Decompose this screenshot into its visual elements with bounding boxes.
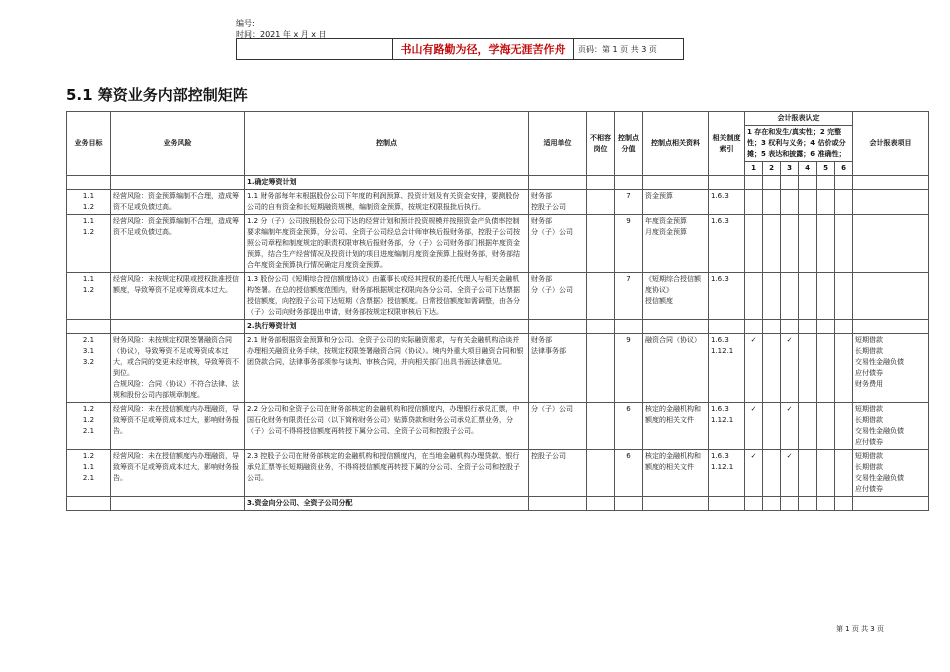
risk-cell: 财务风险：未按规定权限签署融资合同（协议），导致筹资不足或筹资成本过大，或合同的变更未经审核，导致筹资不到位。 合规风险：合同（协议）不符合法律、法规和股份公司内部规章制度。	[111, 334, 245, 403]
score-cell: 7	[615, 273, 643, 320]
items-cell: 短期借款 长期借款 交易性金融负债 应付债券	[853, 450, 929, 497]
assertion-num: 3	[781, 162, 799, 176]
table-row	[67, 450, 929, 497]
incompatible-cell	[587, 334, 615, 403]
docs-cell: 年度资金预算 月度资金预算	[643, 215, 709, 273]
assertion-num: 6	[835, 162, 853, 176]
check-mark	[763, 403, 781, 450]
header-assertion-desc: 1 存在和发生/真实性；2 完整性；3 权利与义务；4 估价或分摊；5 表达和披露；6 准确性；	[745, 126, 853, 162]
motto: 书山有路勤为径，学海无涯苦作舟	[393, 39, 574, 59]
header-blank-cell	[237, 39, 393, 59]
goal-cell: 1.2 1.2 2.1	[67, 403, 111, 450]
blank-cell	[111, 497, 245, 511]
table-row	[67, 334, 929, 403]
score-cell: 6	[615, 403, 643, 450]
unit-cell: 分（子）公司	[529, 403, 587, 450]
check-mark	[817, 215, 835, 273]
header-control: 控制点	[245, 112, 529, 176]
risk-cell: 经营风险：未在授信额度内办理融资，导致筹资不足或筹资成本过大，影响财务报告。	[111, 450, 245, 497]
check-mark	[835, 403, 853, 450]
document-header	[236, 18, 327, 40]
goal-cell: 1.1 1.2	[67, 273, 111, 320]
blank-cell	[67, 176, 111, 190]
header-risk: 业务风险	[111, 112, 245, 176]
check-mark	[835, 215, 853, 273]
risk-cell: 经营风险：未在授信额度内办理融资，导致筹资不足或筹资成本过大，影响财务报告。	[111, 403, 245, 450]
control-matrix-table	[66, 111, 929, 511]
control-cell: 2.2 分公司和全资子公司在财务部核定的金融机构和授信额度内，办理银行承兑汇票，中国石化财务有限责任公司（以下简称财务公司）贴算贷款和财务公司承兑汇票业务，分（子）公司不得将授信额度再转授下属分公司、全资子公司和控股子公司。	[245, 403, 529, 450]
check-mark	[799, 273, 817, 320]
incompatible-cell	[587, 190, 615, 215]
check-mark	[817, 190, 835, 215]
check-mark: ✓	[745, 450, 763, 497]
check-mark	[781, 273, 799, 320]
risk-cell: 经营风险：资金预算编制不合理，造成筹资不足或负债过高。	[111, 190, 245, 215]
index-cell: 1.6.3 1.12.1	[709, 450, 745, 497]
incompatible-cell	[587, 403, 615, 450]
check-mark	[817, 450, 835, 497]
header-unit: 适用单位	[529, 112, 587, 176]
header-goal: 业务目标	[67, 112, 111, 176]
check-mark	[781, 215, 799, 273]
header-docs: 控制点相关资料	[643, 112, 709, 176]
items-cell	[853, 215, 929, 273]
page-footer: 第 1 页 共 3 页	[835, 625, 884, 633]
goal-cell: 1.2 1.1 2.1	[67, 450, 111, 497]
section-title: 1.确定筹资计划	[245, 176, 529, 190]
score-cell: 9	[615, 215, 643, 273]
check-mark: ✓	[745, 403, 763, 450]
check-mark	[799, 334, 817, 403]
check-mark	[799, 450, 817, 497]
header-index: 相关制度索引	[709, 112, 745, 176]
goal-cell: 1.1 1.2	[67, 215, 111, 273]
unit-cell: 财务部 分（子）公司	[529, 273, 587, 320]
check-mark	[763, 273, 781, 320]
check-mark	[781, 190, 799, 215]
section-row	[67, 497, 929, 511]
risk-cell: 经营风险：未按规定权限或授权批准授信额度，导致筹资不足或筹资成本过大。	[111, 273, 245, 320]
header-assertion-title: 会计报表认定	[745, 112, 853, 126]
goal-cell: 1.1 1.2	[67, 190, 111, 215]
section-row	[67, 176, 929, 190]
incompatible-cell	[587, 450, 615, 497]
check-mark	[817, 403, 835, 450]
unit-cell: 财务部 控股子公司	[529, 190, 587, 215]
assertion-num: 2	[763, 162, 781, 176]
check-mark	[745, 215, 763, 273]
header-incompatible: 不相容岗位	[587, 112, 615, 176]
header-items: 会计报表项目	[853, 112, 929, 176]
check-mark	[835, 334, 853, 403]
check-mark	[817, 334, 835, 403]
index-cell: 1.6.3	[709, 190, 745, 215]
blank-cell	[111, 320, 245, 334]
check-mark	[763, 190, 781, 215]
section-row	[67, 320, 929, 334]
control-cell: 1.1 财务部每年末根据股份公司下年度的利润预算、投资计划及有关资金安排，要测股份公司的自有资金和长短期融资规模，编制资金预算，按规定权限报批后执行。	[245, 190, 529, 215]
docs-cell: 融资合同（协议）	[643, 334, 709, 403]
control-cell: 1.2 分（子）公司按照股份公司下达的经营计划和预计投资规模并按照资金产负债率控制要求编制年度资金预算，分公司、全资子公司经总会计师审核后报财务部，控股子公司按照公司章程和制度规定的职责权限审核后报财务部，分（子）公司财务部门根据年度资金预算，结合生产经营情况及投资计划的项目进度编制月度资金预算上报财务部，财务部结合年度资金预算执行情况确定月度资金预算。	[245, 215, 529, 273]
check-mark	[799, 403, 817, 450]
docs-cell: 《短期综合授信额度协议》 授信额度	[643, 273, 709, 320]
table-row	[67, 215, 929, 273]
blank-cell	[111, 176, 245, 190]
index-cell: 1.6.3	[709, 215, 745, 273]
table-row	[67, 273, 929, 320]
check-mark	[799, 215, 817, 273]
check-mark	[799, 190, 817, 215]
table-row	[67, 403, 929, 450]
items-cell	[853, 190, 929, 215]
items-cell	[853, 273, 929, 320]
incompatible-cell	[587, 215, 615, 273]
index-cell: 1.6.3 1.12.1	[709, 403, 745, 450]
goal-cell: 2.1 3.1 3.2	[67, 334, 111, 403]
docs-cell: 核定的金融机构和额度的相关文件	[643, 403, 709, 450]
check-mark	[763, 334, 781, 403]
items-cell: 短期借款 长期借款 交易性金融负债 应付债券 财务费用	[853, 334, 929, 403]
check-mark	[763, 450, 781, 497]
docs-cell: 核定的金融机构和额度的相关文件	[643, 450, 709, 497]
blank-cell	[67, 497, 111, 511]
header-page: 页码：第 1 页 共 3 页	[578, 44, 657, 54]
check-mark	[763, 215, 781, 273]
score-cell: 6	[615, 450, 643, 497]
check-mark	[835, 190, 853, 215]
control-cell: 1.3 股份公司《短期综合授信额度协议》由董事长或经其授权的委托代理人与相关金融机构签署。在总的授信额度范围内，财务部根据规定权限向各分公司、全资子公司下达票据授信额度，向控股子公司下达短期（含票据）授信额度。日常授信额度如需调整，由各分（子）公司向财务部提出申请，财务部按规定权限审核后下达。	[245, 273, 529, 320]
index-cell: 1.6.3	[709, 273, 745, 320]
check-mark: ✓	[781, 334, 799, 403]
control-cell: 2.3 控股子公司在财务部核定的金融机构和授信额度内，在当地金融机构办理贷款、银行承兑汇票等长短期融资业务，不得将授信额度再转授下属的分公司、全资子公司和控股子公司。	[245, 450, 529, 497]
check-mark: ✓	[745, 334, 763, 403]
unit-cell: 财务部 分（子）公司	[529, 215, 587, 273]
check-mark	[817, 273, 835, 320]
score-cell: 7	[615, 190, 643, 215]
table-row	[67, 190, 929, 215]
score-cell: 9	[615, 334, 643, 403]
incompatible-cell	[587, 273, 615, 320]
page-title: 5.1 筹资业务内部控制矩阵	[66, 86, 248, 104]
assertion-num: 4	[799, 162, 817, 176]
doc-date: 时间：2021 年 x 月 x 日	[236, 30, 327, 39]
control-cell: 2.1 财务部根据资金预算和分公司、全资子公司的实际融资需求，与有关金融机构洽谈并办理相关融资业务手续，按规定权限签署融资合同（协议）。境内外重大项目融资合同和银团贷款合同，法律事务部须参与谈判、审核合同，并向相关部门出具书面法律意见。	[245, 334, 529, 403]
unit-cell: 财务部 法律事务部	[529, 334, 587, 403]
assertion-num: 1	[745, 162, 763, 176]
check-mark: ✓	[781, 403, 799, 450]
unit-cell: 控股子公司	[529, 450, 587, 497]
check-mark: ✓	[781, 450, 799, 497]
blank-cell	[67, 320, 111, 334]
section-title: 2.执行筹资计划	[245, 320, 529, 334]
check-mark	[835, 273, 853, 320]
header-box	[236, 38, 684, 60]
assertion-num: 5	[817, 162, 835, 176]
risk-cell: 经营风险：资金预算编制不合理，造成筹资不足或负债过高。	[111, 215, 245, 273]
doc-number: 编号:	[236, 19, 255, 28]
section-title: 3.资金向分公司、全资子公司分配	[245, 497, 529, 511]
header-score: 控制点分值	[615, 112, 643, 176]
docs-cell: 资金预算	[643, 190, 709, 215]
check-mark	[745, 190, 763, 215]
check-mark	[745, 273, 763, 320]
items-cell: 短期借款 长期借款 交易性金融负债 应付债券	[853, 403, 929, 450]
check-mark	[835, 450, 853, 497]
index-cell: 1.6.3 1.12.1	[709, 334, 745, 403]
